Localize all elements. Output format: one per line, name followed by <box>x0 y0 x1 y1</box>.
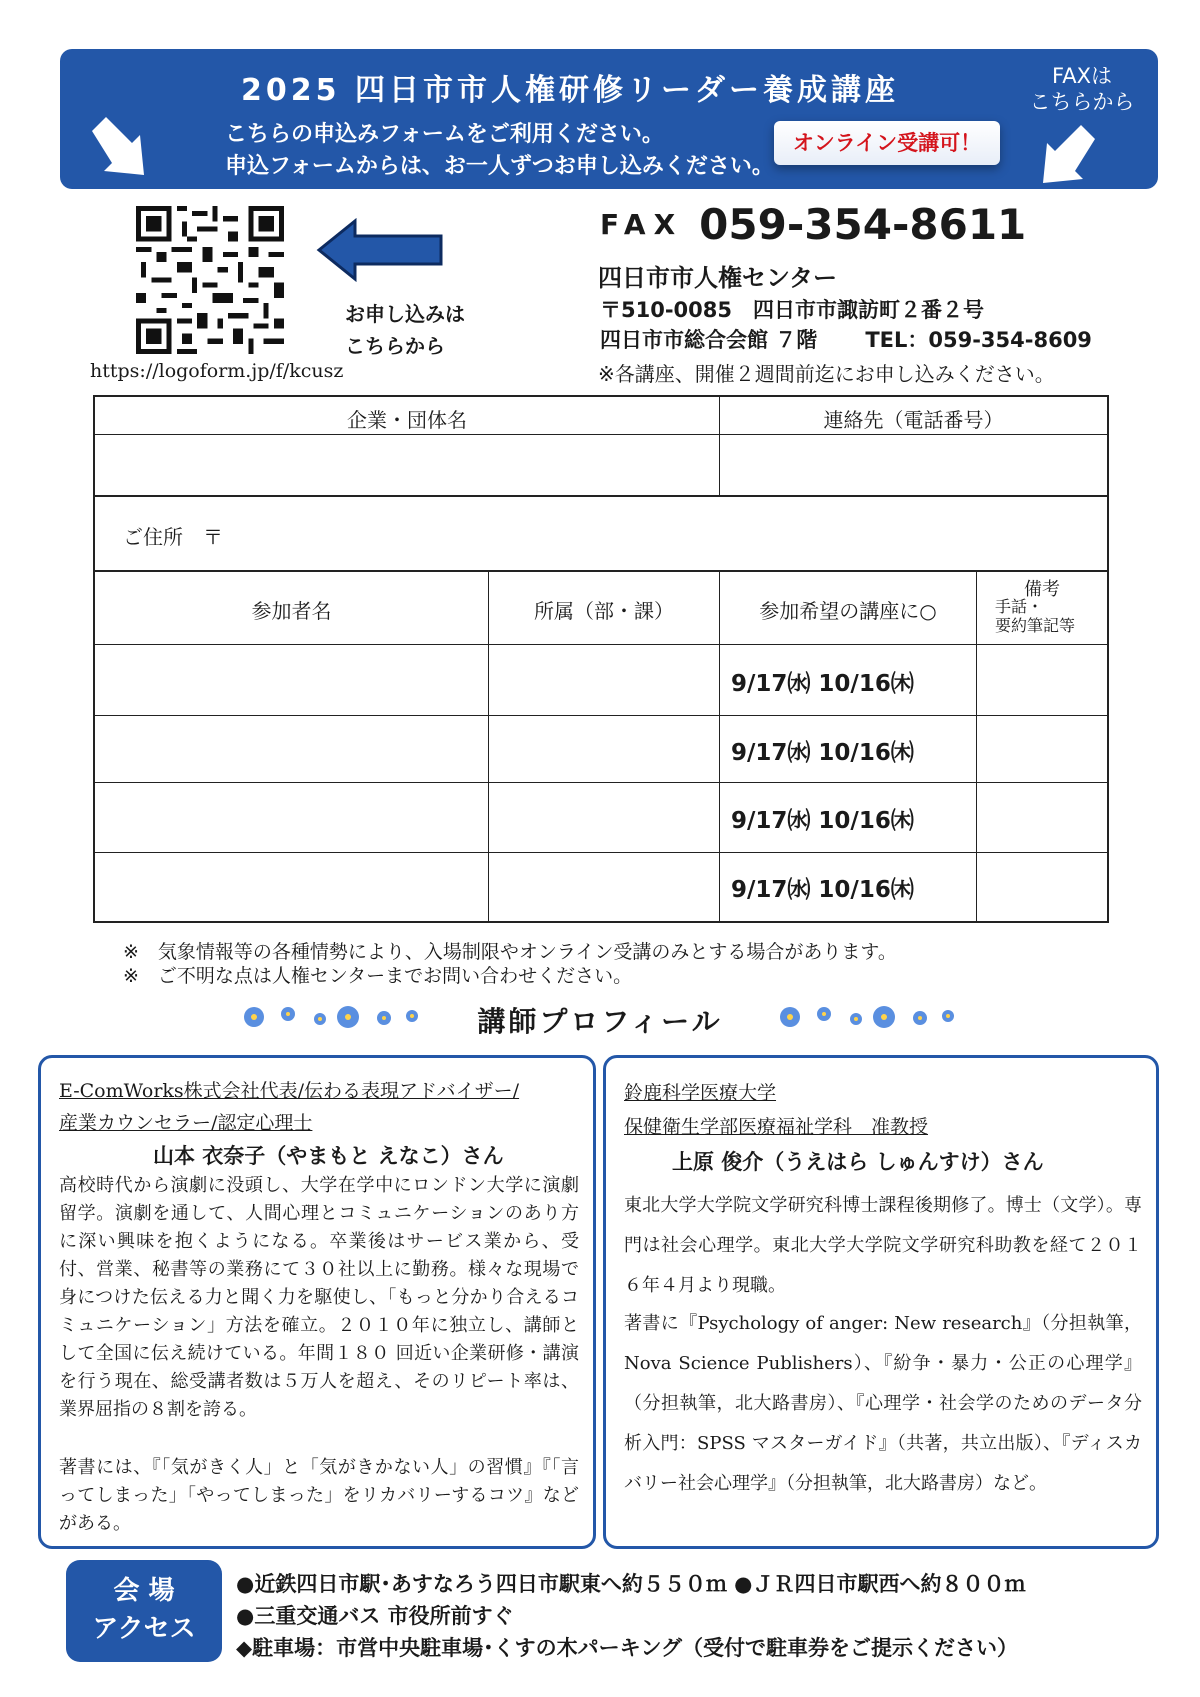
address-line-1: 〒510-0085 四日市市諏訪町２番２号 <box>600 298 984 322</box>
tel-number: TEL：059-354-8609 <box>865 328 1092 352</box>
form-line <box>95 644 1107 645</box>
profile-name: 山本 衣奈子（やまもと えなこ）さん <box>153 1143 504 1168</box>
access-parking: ◆駐車場：市営中央駐車場･くすの木パーキング（受付で駐車券をご提示ください） <box>236 1636 1019 1660</box>
apply-here-label <box>345 298 465 362</box>
remarks-sub-1: 手話・ <box>995 597 1044 616</box>
building-floor: 四日市市総合会館 ７階 <box>600 328 818 352</box>
access-badge-line-2: アクセス <box>92 1614 196 1644</box>
form-line <box>976 571 977 921</box>
company-label: 企業・団体名 <box>347 408 467 432</box>
access-bus: ●三重交通バス 市役所前すぐ <box>236 1604 514 1628</box>
phone-label: 連絡先（電話番号） <box>823 408 1004 432</box>
profile-name: 上原 俊介（うえはら しゅんすけ）さん <box>672 1149 1044 1174</box>
fax-here-line-1: FAXは <box>1052 64 1112 88</box>
fax-number: 059-354-8611 <box>699 200 1027 249</box>
online-badge: オンライン受講可！ <box>774 121 1000 165</box>
course-date-option[interactable]: 9/17㈬ 10/16㈭ <box>731 740 914 766</box>
profile-affiliation: 産業カウンセラー/認定心理士 <box>59 1112 313 1134</box>
note-item: ※ 気象情報等の各種情勢により、入場制限やオンライン受講のみとする場合があります。 <box>123 941 897 963</box>
banner-instruction-2: 申込フォームからは、お一人ずつお申し込みください。 <box>225 154 774 179</box>
qr-code[interactable] <box>136 206 284 354</box>
form-line <box>95 434 1107 435</box>
fax-line <box>600 200 1026 249</box>
fax-here-line-2: こちらから <box>1029 90 1135 114</box>
arrow-left-icon <box>315 218 445 282</box>
form-line <box>95 782 1107 783</box>
profile-heading: 講師プロフィール <box>477 1005 723 1038</box>
access-badge-line-1: 会 場 <box>113 1576 175 1606</box>
fax-label: FAX <box>600 208 684 241</box>
page-title: 2025 四日市市人権研修リーダー養成講座 <box>241 73 899 108</box>
apply-here-line-2: こちらから <box>345 334 445 358</box>
profile-card-uehara <box>603 1055 1159 1549</box>
form-line <box>95 495 1107 497</box>
profile-affiliation: E-ComWorks株式会社代表/伝わる表現アドバイザー/ <box>59 1080 520 1102</box>
center-name: 四日市市人権センター <box>598 264 838 292</box>
profile-books: 著書には、『「気がきく人」と「気がきかない人」の習慣』『「言ってしまった」「やってしまった」をリカバリーするコツ』などがある。 <box>59 1457 579 1534</box>
access-badge <box>66 1560 222 1662</box>
form-line <box>95 570 1107 572</box>
profile-bio: 高校時代から演劇に没頭し、大学在学中にロンドン大学に演劇留学。演劇を通して、人間心理とコミュニケーションのあり方に深い興味を抱くようになる。卒業後はサービス業から、受付、営業、秘書等の業務にて３０社以上に勤務。様々な現場で身につけた伝える力と聞く力を駆使し、「もっと分かり合えるコミュニケーション」方法を確立。２０１０年に独立し、講師として全国に伝え続けている。年間１８０ 回近い企業研修・講演を行う現在、総受講者数は５万人を超え、そのリピート率は、業界屈指の８割を誇る。 <box>59 1175 579 1420</box>
access-train: ●近鉄四日市駅･あすなろう四日市駅東へ約５５０ｍ ●ＪＲ四日市駅西へ約８００ｍ <box>236 1572 1026 1596</box>
course-date-option[interactable]: 9/17㈬ 10/16㈭ <box>731 808 914 834</box>
profile-bio: 東北大学大学院文学研究科博士課程後期修了。博士（文学）。専門は社会心理学。東北大学大学院文学研究科助教を経て２０１６年４月より現職。 <box>624 1195 1142 1296</box>
form-line <box>95 715 1107 716</box>
application-form <box>93 395 1109 923</box>
header-banner <box>60 49 1158 189</box>
remarks-label: 備考 <box>1024 579 1060 600</box>
form-line <box>95 852 1107 853</box>
course-date-option[interactable]: 9/17㈬ 10/16㈭ <box>731 671 914 697</box>
address-line-2 <box>600 324 1092 354</box>
profile-card-yamamoto <box>38 1055 596 1549</box>
participant-label: 参加者名 <box>251 599 332 623</box>
course-label: 参加希望の講座に○ <box>759 599 937 623</box>
form-url-link[interactable]: https://logoform.jp/f/kcusz <box>90 360 344 382</box>
arrow-down-left-icon <box>1035 121 1105 191</box>
notes <box>123 940 897 988</box>
apply-here-line-1: お申し込みは <box>345 302 465 326</box>
fax-here-label <box>1022 63 1142 115</box>
arrow-down-right-icon <box>82 113 152 183</box>
department-label: 所属（部・課） <box>534 599 674 623</box>
remarks-sub-2: 要約筆記等 <box>995 616 1076 635</box>
deadline-note: ※各講座、開催２週間前迄にお申し込みください。 <box>598 362 1055 386</box>
course-date-option[interactable]: 9/17㈬ 10/16㈭ <box>731 877 914 903</box>
flower-decoration-icon <box>772 1002 962 1032</box>
address-label: ご住所 〒 <box>123 525 223 549</box>
banner-instruction-1: こちらの申込みフォームをご利用ください。 <box>225 122 664 147</box>
profile-books: 著書に『Psychology of anger: New research』（分担執筆，Nova Science Publishers）、『紛争・暴力・公正の心理学』（分担執筆，北大路書房）、『心理学・社会学のためのデータ分析入門：SPSS マスターガイド』（共著，共立出版）、『ディスカバリー社会心理学』（分担執筆，北大路書房）など。 <box>624 1313 1142 1494</box>
profile-affiliation: 鈴鹿科学医療大学 <box>624 1082 777 1104</box>
note-item: ※ ご不明な点は人権センターまでお問い合わせください。 <box>123 965 633 987</box>
profile-affiliation: 保健衛生学部医療福祉学科 准教授 <box>624 1116 929 1138</box>
remarks-sub <box>995 597 1075 635</box>
